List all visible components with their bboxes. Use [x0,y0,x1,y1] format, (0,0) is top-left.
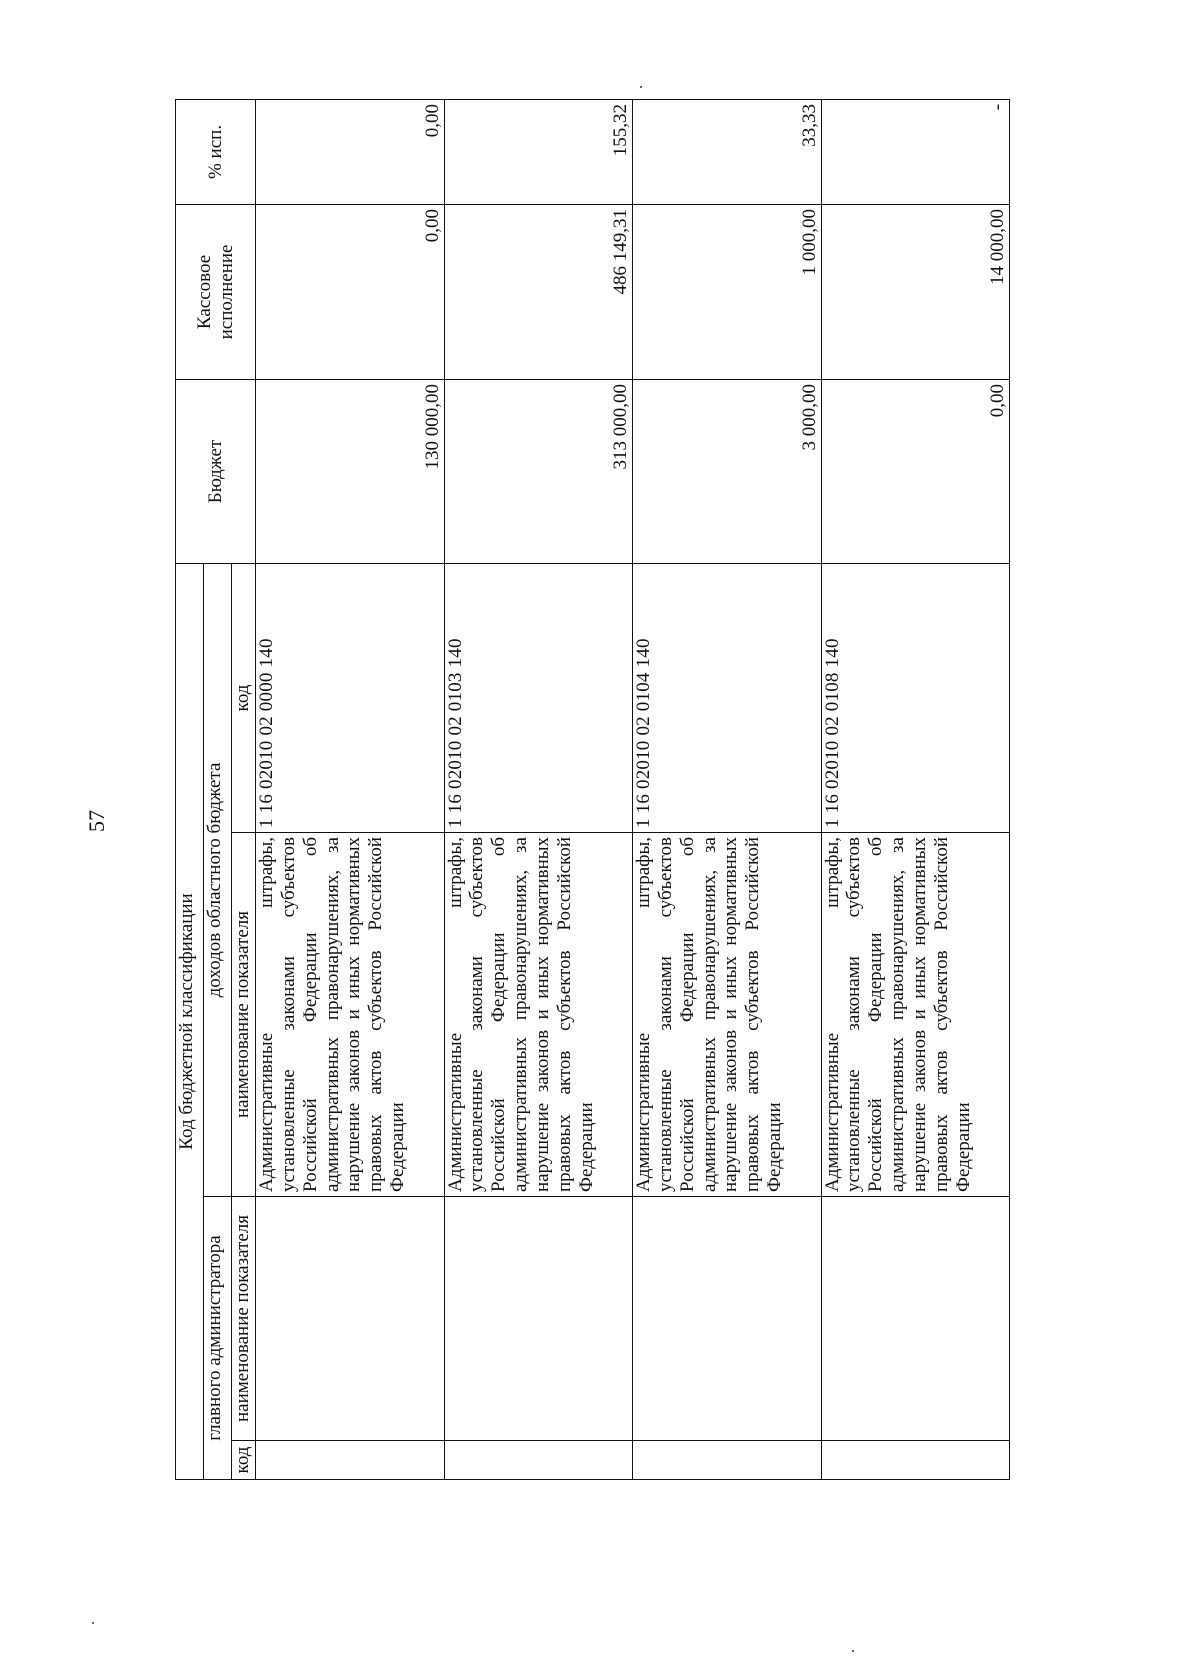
header-admin-code: код [232,1441,256,1480]
admin-code-cell [633,1441,822,1480]
table-row [444,99,633,1479]
rotated-table-wrapper [175,100,1010,1480]
admin-name-cell [256,1197,445,1441]
header-budget: Бюджет [176,379,256,563]
header-income-code: код [232,563,256,832]
admin-code-cell [821,1441,1010,1480]
table-row [821,99,1010,1479]
percent-cell: - [821,99,1010,204]
scan-speck [640,86,642,88]
header-classification-code: Код бюджетной классификации [176,563,204,1479]
page-number: 57 [84,810,109,832]
income-code-cell: 1 16 02010 02 0103 140 [444,563,633,832]
percent-cell: 155,32 [444,99,633,204]
execution-cell: 486 149,31 [444,204,633,379]
header-regional-budget-income: доходов областного бюджета [204,563,232,1196]
table-row [256,99,445,1479]
table-row [633,99,822,1479]
percent-cell: 33,33 [633,99,822,204]
header-admin-indicator-name: наименование показателя [232,1197,256,1441]
income-code-cell: 1 16 02010 02 0108 140 [821,563,1010,832]
execution-cell: 1 000,00 [633,204,822,379]
header-percent-executed: % исп. [176,99,256,204]
budget-cell: 313 000,00 [444,379,633,563]
header-chief-administrator: главного администратора [204,1197,232,1480]
income-code-cell: 1 16 02010 02 0104 140 [633,563,822,832]
budget-classification-table [175,99,1010,1480]
header-income-indicator-name: наименование показателя [232,833,256,1197]
budget-cell: 3 000,00 [633,379,822,563]
indicator-name-cell: Административные штрафы, установленные законами субъектов Российской Федерации об административных правонарушениях, за нарушение законов и иных нормативных правовых актов субъектов Российской Федерации [256,833,445,1197]
admin-code-cell [444,1441,633,1480]
indicator-name-cell: Административные штрафы, установленные законами субъектов Российской Федерации об административных правонарушениях, за нарушение законов и иных нормативных правовых актов субъектов Российской Федерации [444,833,633,1197]
budget-cell: 0,00 [821,379,1010,563]
execution-cell: 14 000,00 [821,204,1010,379]
admin-name-cell [444,1197,633,1441]
admin-code-cell [256,1441,445,1480]
header-cash-execution: Кассовое исполнение [176,204,256,379]
scan-speck [852,1650,854,1652]
indicator-name-cell: Административные штрафы, установленные законами субъектов Российской Федерации об административных правонарушениях, за нарушение законов и иных нормативных правовых актов субъектов Российской Федерации [633,833,822,1197]
scan-speck [92,1622,94,1624]
admin-name-cell [821,1197,1010,1441]
percent-cell: 0,00 [256,99,445,204]
admin-name-cell [633,1197,822,1441]
execution-cell: 0,00 [256,204,445,379]
indicator-name-cell: Административные штрафы, установленные законами субъектов Российской Федерации об административных правонарушениях, за нарушение законов и иных нормативных правовых актов субъектов Российской Федерации [821,833,1010,1197]
income-code-cell: 1 16 02010 02 0000 140 [256,563,445,832]
budget-cell: 130 000,00 [256,379,445,563]
